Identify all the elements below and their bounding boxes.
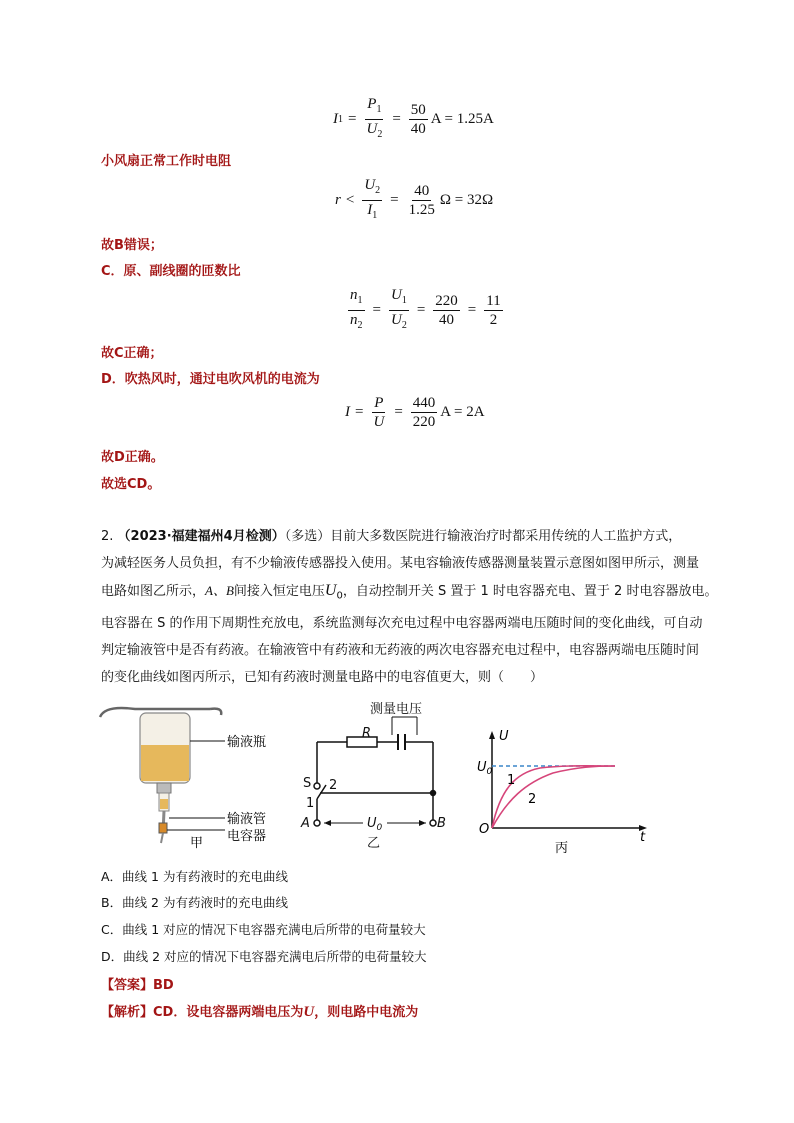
label-origin: O xyxy=(479,822,490,837)
figure-bing xyxy=(477,729,647,856)
solution-d-heading: D．吹热风时，通过电吹风机的电流为 xyxy=(101,372,320,387)
option-b[interactable]: B．曲线 2 为有药液时的充电曲线 xyxy=(101,895,288,910)
label-measure-voltage: 测量电压 xyxy=(370,702,423,717)
solution-choose: 故选CD。 xyxy=(101,477,161,492)
option-d[interactable]: D．曲线 2 对应的情况下电容器充满电后所带的电荷量较大 xyxy=(101,949,427,964)
question-number: 2. xyxy=(101,529,114,544)
analysis-line: 【解析】CD．设电容器两端电压为U，则电路中电流为 xyxy=(101,1004,419,1020)
answer-value: BD xyxy=(153,978,174,993)
question-text: 2. （2023·福建福州4月检测）（多选）目前大多数医院进行输液治疗时都采用传统的人工监护方式， 为减轻医务人员负担，有不少输液传感器投入使用。某电容输液传感器测量装置示意图如图甲所示，测量 电路如图乙所示，A、B间接入恒定电压$U_0$，自动控制开关 S 置于 1 时电容器充电、置于 2 时电容器放电。 电容器在 S 的作用下周期性充放电，系统监测每次充电过程中电容器两端电压随时间的变化曲线，可自动 判定输液管中是否有药液。在输液管中有药液和无药液的两次电容器充电过程中，电容器两端电压随时间 的变化曲线如图丙所示，已知有药液时测量电路中的电容值更大，则（ ） xyxy=(101,529,718,685)
label-capacitor: 电容器 xyxy=(227,829,267,844)
capacitor-sensor-icon xyxy=(159,823,167,833)
figure-jia xyxy=(100,708,266,851)
caption-bing: 丙 xyxy=(555,841,569,856)
option-a[interactable]: A．曲线 1 为有药液时的充电曲线 xyxy=(101,869,288,884)
caption-yi: 乙 xyxy=(367,836,381,851)
label-a: A xyxy=(301,816,310,831)
label-curve-2: 2 xyxy=(528,792,537,807)
label-t-axis: t xyxy=(640,830,646,845)
figure-yi xyxy=(300,701,446,851)
answer-label: 【答案】 xyxy=(101,978,154,993)
solution-fan-resistance: 小风扇正常工作时电阻 xyxy=(101,154,232,169)
label-pos-1: 1 xyxy=(306,796,315,811)
question-tag: （多选） xyxy=(284,529,331,544)
formula-current-i1: I 1 = $\frac{P_1}{U_2}$ = $\frac{50}{40}$ A = 1.25A xyxy=(333,96,494,140)
label-u-axis: U xyxy=(499,729,509,744)
label-s: S xyxy=(303,776,312,791)
label-r: R xyxy=(362,726,372,741)
label-tube: 输液管 xyxy=(227,812,267,827)
formula-current-i: I = $\frac{P}{U}$ = $\frac{440}{220}$ A = 2A xyxy=(345,395,485,430)
label-pos-2: 2 xyxy=(329,778,338,793)
label-bottle: 输液瓶 xyxy=(227,735,267,750)
solution-b-wrong: 故B错误； xyxy=(101,238,163,253)
label-u0: $U_0$ xyxy=(367,816,383,833)
formula-resistance-r: r < $\frac{U_2}{I_1}$ = $\frac{40}{1.25}$ Ω = 32Ω xyxy=(335,177,494,221)
solution-c-correct: 故C正确； xyxy=(101,346,163,361)
question-figures xyxy=(95,695,675,860)
solution-d-correct: 故D正确。 xyxy=(101,450,164,465)
caption-jia: 甲 xyxy=(190,836,204,851)
label-b: B xyxy=(437,816,446,831)
label-curve-1: 1 xyxy=(507,773,516,788)
answer-line xyxy=(101,974,174,993)
question-source: （2023·福建福州4月检测） xyxy=(117,529,285,544)
formula-turns-ratio: $\frac{n_1}{n_2}$ = $\frac{U_1}{U_2}$ = $\frac{220}{40}$ = $\frac{11}{2}$ xyxy=(350,287,501,331)
analysis-label: 【解析】 xyxy=(101,1005,154,1020)
label-u0-axis: $U_0$ xyxy=(477,760,493,777)
solution-c-heading: C．原、副线圈的匝数比 xyxy=(101,264,241,279)
option-c[interactable]: C．曲线 1 对应的情况下电容器充满电后所带的电荷量较大 xyxy=(101,922,426,937)
